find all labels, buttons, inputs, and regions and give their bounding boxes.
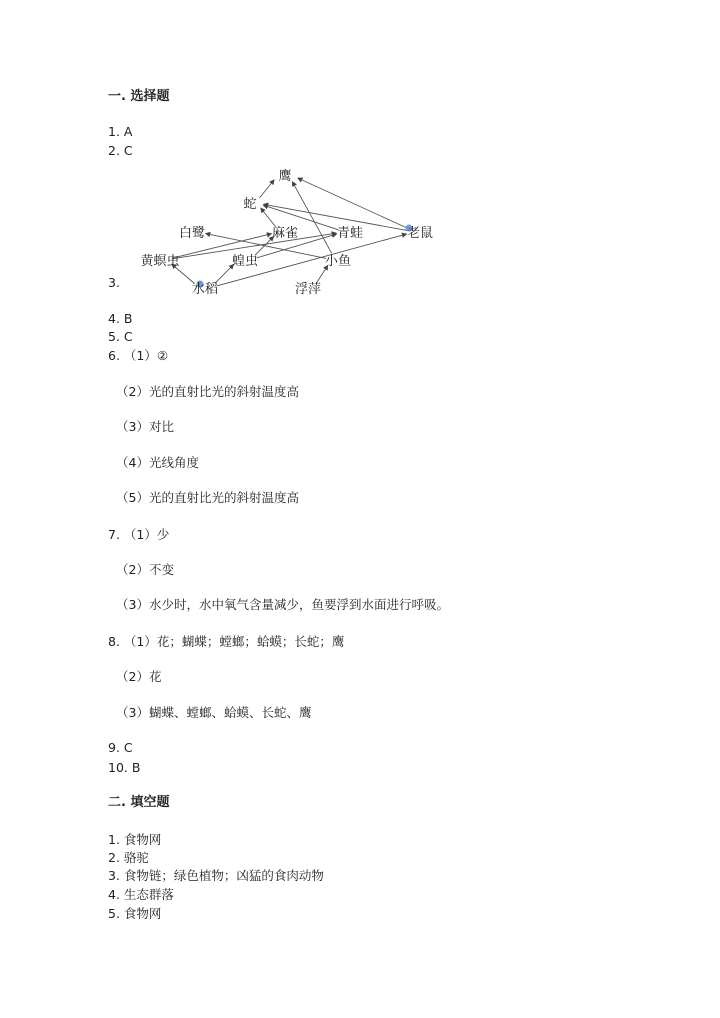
answer-9: 9. C [108, 740, 133, 755]
node-fuping: 浮萍 [294, 282, 322, 297]
answer-4: 4. B [108, 311, 133, 326]
arrow-maque-to-she [261, 208, 276, 227]
food-web-diagram [130, 160, 450, 300]
answer-6-2: （2）光的直射比光的斜射温度高 [116, 384, 299, 399]
arrow-shuidao-to-huangchong [215, 265, 234, 284]
answer-8-2: （2）花 [116, 669, 162, 684]
answer-8-1: 8. （1）花；蝴蝶；螳螂；蛤蟆；长蛇；鹰 [108, 634, 345, 649]
node-laoshu: 老鼠 [406, 226, 434, 241]
answer-6-3: （3）对比 [116, 419, 174, 434]
answer-3: 3. [108, 275, 120, 290]
fill-answer-2: 2. 骆驼 [108, 850, 149, 865]
answer-10: 10. B [108, 760, 141, 775]
answer-6-4: （4）光线角度 [116, 455, 199, 470]
answer-6-1: 6. （1）② [108, 348, 169, 363]
arrow-xiaoyu-to-ying [292, 182, 331, 253]
arrow-huangchong-to-maque [255, 237, 274, 256]
answer-7-2: （2）不变 [116, 562, 174, 577]
section-title-fill: 二. 填空题 [108, 795, 170, 810]
arrow-she-to-ying [259, 180, 274, 198]
node-qingwa: 青蛙 [336, 226, 364, 241]
answer-5: 5. C [108, 329, 133, 344]
section-title-choice: 一. 选择题 [108, 89, 170, 104]
node-maque: 麻雀 [271, 226, 299, 241]
node-huangchong: 蝗虫 [231, 254, 259, 269]
fill-answer-1: 1. 食物网 [108, 832, 162, 847]
node-shuidao: 水稻 [191, 282, 219, 297]
node-bailu: 白鹭 [178, 226, 206, 241]
node-ying: 鹰 [278, 169, 292, 184]
node-huangmingchong: 黄螟虫 [140, 254, 180, 269]
answer-6-5: （5）光的直射比光的斜射温度高 [116, 490, 299, 505]
answer-7-1: 7. （1）少 [108, 527, 170, 542]
answer-2: 2. C [108, 143, 133, 158]
answer-8-3: （3）蝴蝶、螳螂、蛤蟆、长蛇、鹰 [116, 705, 312, 720]
fill-answer-5: 5. 食物网 [108, 906, 162, 921]
answer-7-3: （3）水少时，水中氧气含量减少，鱼要浮到水面进行呼吸。 [116, 597, 449, 612]
node-she: 蛇 [243, 197, 257, 212]
fill-answer-3: 3. 食物链；绿色植物；凶猛的食肉动物 [108, 868, 324, 883]
fill-answer-4: 4. 生态群落 [108, 887, 174, 902]
node-xiaoyu: 小鱼 [324, 254, 352, 269]
answer-1: 1. A [108, 124, 133, 139]
